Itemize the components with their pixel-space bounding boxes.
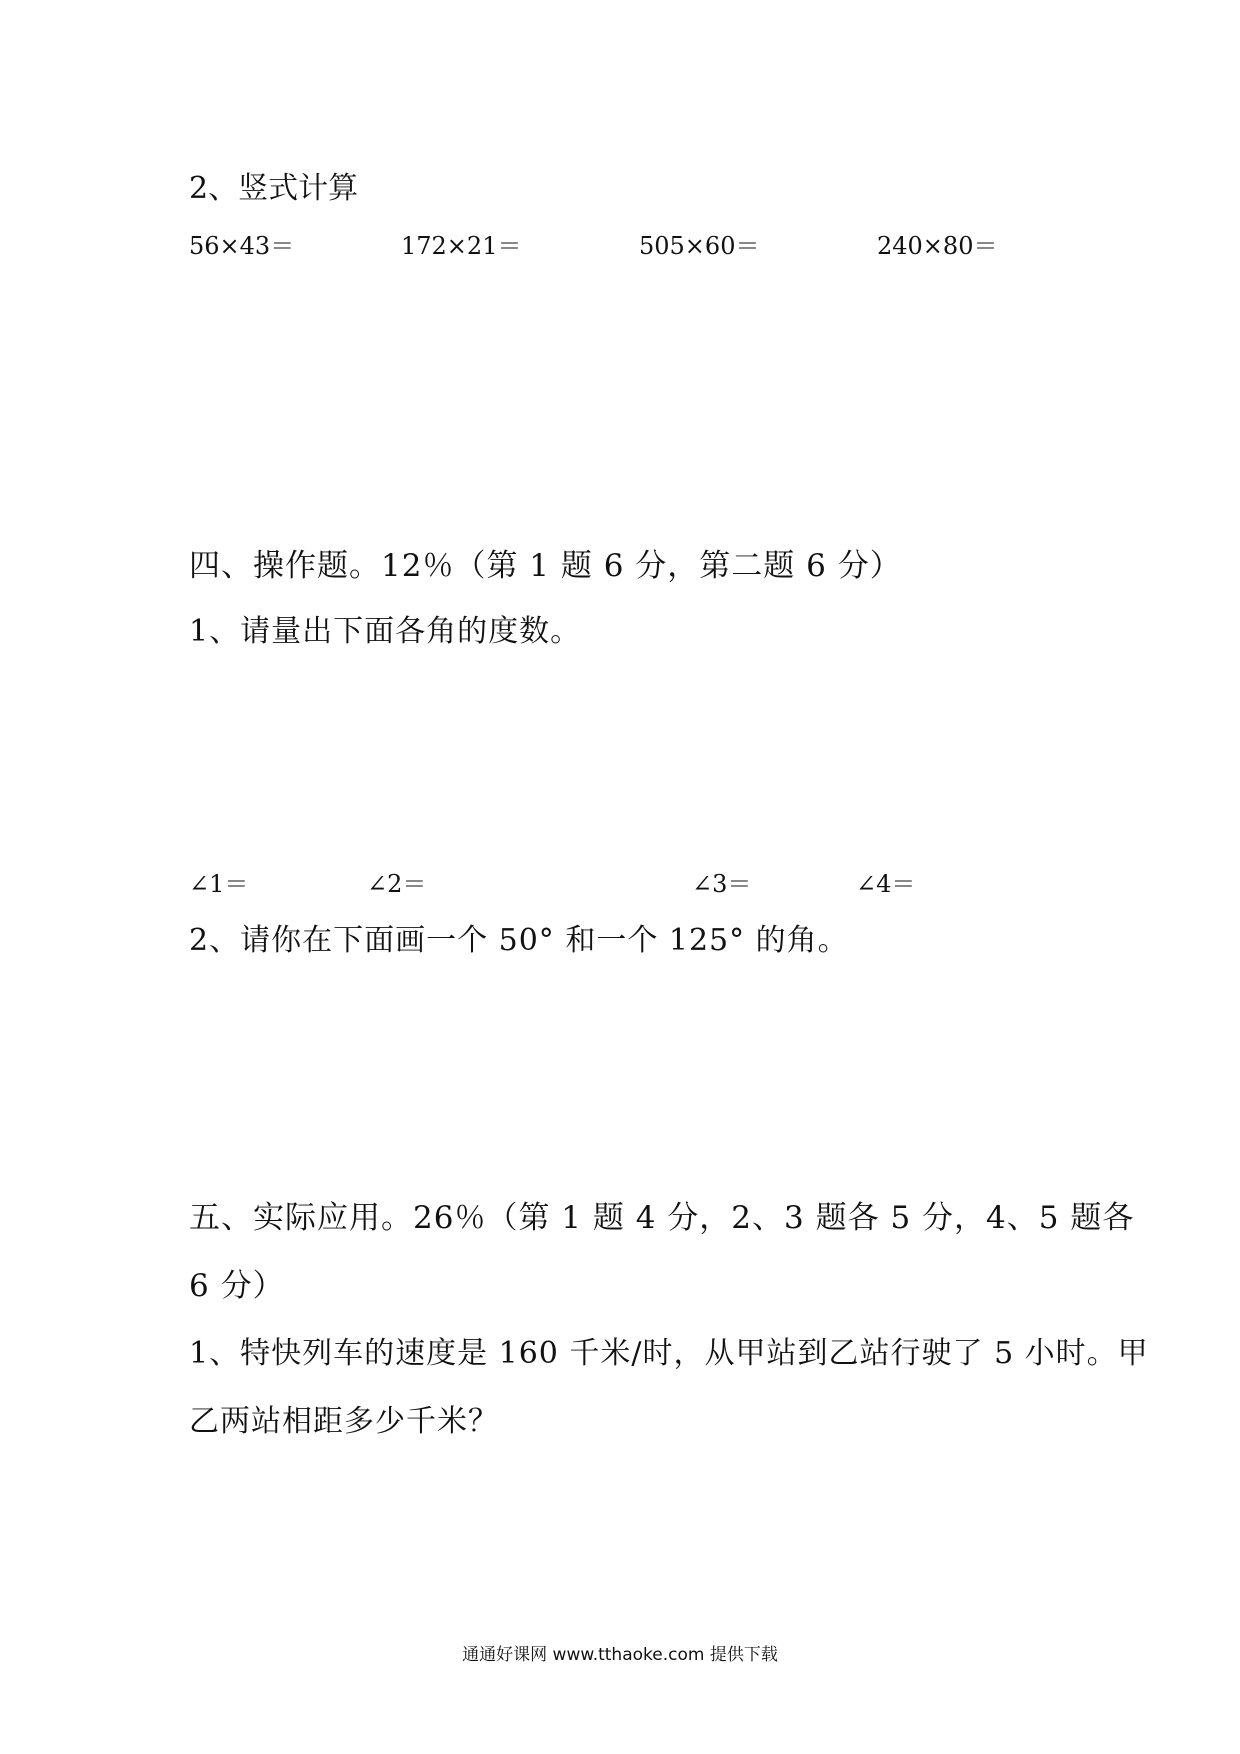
section-4-question-2: 2、请你在下面画一个 50° 和一个 125° 的角。 (189, 923, 849, 958)
angle-4-label: ∠4＝ (856, 870, 916, 898)
section-4-heading: 四、操作题。12％（第 1 题 6 分，第二题 6 分） (189, 548, 902, 584)
angle-3-label: ∠3＝ (692, 870, 752, 898)
calc-problem-1: 56×43＝ (189, 232, 295, 260)
calc-problem-2: 172×21＝ (401, 232, 522, 260)
section-5-question-1-line-1: 1、特快列车的速度是 160 千米/时，从甲站到乙站行驶了 5 小时。甲 (189, 1336, 1149, 1371)
angle-1-label: ∠1＝ (189, 870, 249, 898)
section-5-question-1-line-2: 乙两站相距多少千米？ (189, 1404, 499, 1439)
section-5-heading-line-2: 6 分） (189, 1268, 285, 1304)
section-4-question-1: 1、请量出下面各角的度数。 (189, 614, 582, 649)
calc-problem-4: 240×80＝ (877, 232, 998, 260)
footer-source-note: 通通好课网 www.tthaoke.com 提供下载 (462, 1645, 778, 1665)
calc-problem-3: 505×60＝ (639, 232, 760, 260)
vertical-calculation-heading: 2、竖式计算 (189, 171, 359, 206)
section-5-heading-line-1: 五、实际应用。26％（第 1 题 4 分，2、3 题各 5 分，4、5 题各 (189, 1200, 1135, 1236)
angle-2-label: ∠2＝ (367, 870, 427, 898)
